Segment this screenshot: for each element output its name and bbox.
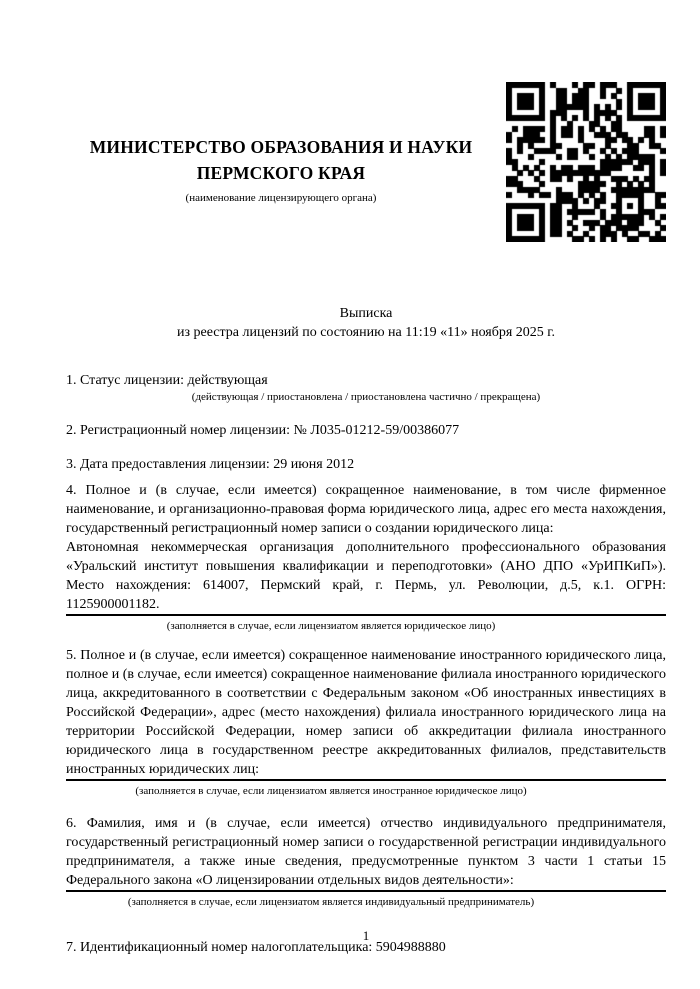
item-4-caption: (заполняется в случае, если лицензиатом является юридическое лицо) <box>166 620 496 632</box>
page-number: 1 <box>362 928 370 943</box>
ministry-name-line1: МИНИСТЕРСТВО ОБРАЗОВАНИЯ И НАУКИ <box>89 137 473 157</box>
item-2-registration-number: 2. Регистрационный номер лицензии: № Л035-01212-59/00386077 <box>66 423 460 438</box>
item-7-taxpayer-number: 7. Идентификационный номер налогоплательщика: 5904988880 <box>66 940 446 955</box>
item-6-fill-line <box>66 890 666 892</box>
item-5-foreign-entity-heading: 5. Полное и (в случае, если имеется) сокращенное наименование иностранного юридического лица, полное и (в случае, если имеется) сокращенное наименование филиала иностранного юридического лица, аккредитованного в соответствии с Федеральным законом «Об иностранных инвестициях в Российской Федерации», адрес (место нахождения) филиала иностранного юридического лица на территории Российской Федерации, номер записи об аккредитации филиала иностранного юридического лица в государственном реестре аккредитованных филиалов, представительств иностранных юридических лиц: <box>66 648 666 777</box>
item-6-entrepreneur-heading: 6. Фамилия, имя и (в случае, если имеется) отчество индивидуального предпринимателя, государственный регистрационный номер записи о государственной регистрации индивидуального предпринимателя, а также иные сведения, предусмотренные пунктом 3 части 1 статьи 15 Федерального закона «О лицензировании отдельных видов деятельности»: <box>66 816 666 888</box>
item-3-license-date: 3. Дата предоставления лицензии: 29 июня 2012 <box>66 457 355 472</box>
item-4-fill-line <box>66 614 666 616</box>
item-6-caption: (заполняется в случае, если лицензиатом является индивидуальный предприниматель) <box>127 896 535 908</box>
item-1-license-status: 1. Статус лицензии: действующая <box>66 373 268 388</box>
document-header <box>66 0 666 242</box>
document-title <box>66 304 666 342</box>
item-4-legal-entity-heading: 4. Полное и (в случае, если имеется) сокращенное наименование, в том числе фирменное наименование, и организационно-правовая форма юридического лица, адрес его места нахождения, государственный регистрационный номер записи о создании юридического лица: <box>66 483 666 536</box>
item-5-caption: (заполняется в случае, если лицензиатом является иностранное юридическое лицо) <box>135 785 527 797</box>
ministry-caption: (наименование лицензирующего органа) <box>185 192 377 204</box>
title-line2: из реестра лицензий по состоянию на 11:19 «11» ноября 2025 г. <box>177 325 555 340</box>
ministry-name-line2: ПЕРМСКОГО КРАЯ <box>196 163 366 183</box>
item-4-legal-entity-value: Автономная некоммерческая организация дополнительного профессионального образования «Уральский институт повышения квалификации и переподготовки» (АНО ДПО «УрИПКиП»). Место нахождения: 614007, Пермский край, г. Пермь, ул. Революции, д.5, к.1. ОГРН: 1125900001182. <box>66 540 666 612</box>
qr-code-box <box>506 82 666 242</box>
item-1-caption: (действующая / приостановлена / приостановлена частично / прекращена) <box>191 391 541 403</box>
title-line1: Выписка <box>339 306 393 321</box>
qr-code-icon <box>506 82 666 242</box>
licensing-authority-block <box>66 134 506 205</box>
item-5-fill-line <box>66 779 666 781</box>
